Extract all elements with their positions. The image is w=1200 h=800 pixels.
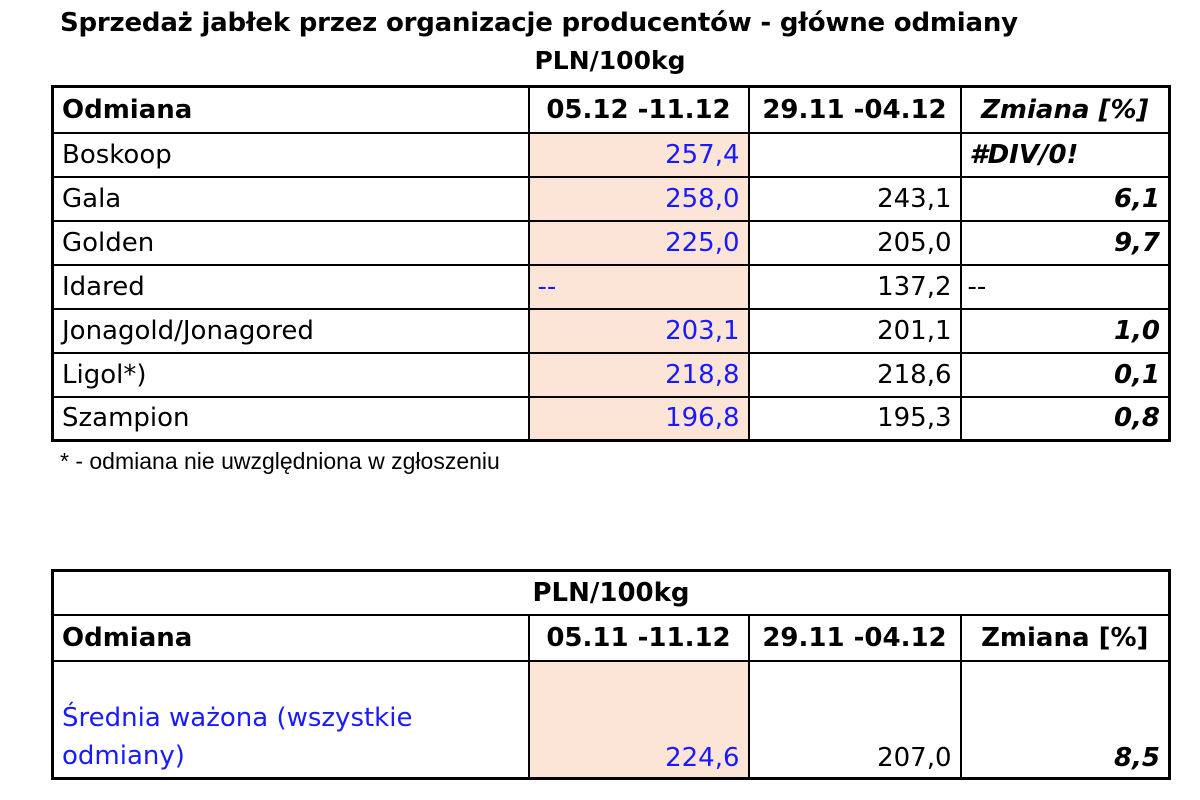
table-row [53,265,1170,309]
header-previous-week: 29.11 -04.12 [749,615,961,661]
variety-cell: Szampion [53,397,529,441]
current-price-cell: -- [529,265,749,309]
header-change: Zmiana [%] [961,615,1170,661]
variety-cell: Ligol*) [53,353,529,397]
current-price-cell: 218,8 [529,353,749,397]
change-cell: 6,1 [961,177,1170,221]
previous-price-cell: 207,0 [749,661,961,779]
current-price-cell: 224,6 [529,661,749,779]
change-cell: 1,0 [961,309,1170,353]
previous-price-cell: 137,2 [749,265,961,309]
variety-cell: Gala [53,177,529,221]
previous-price-cell: 195,3 [749,397,961,441]
table-row [53,309,1170,353]
table-row [53,221,1170,265]
previous-price-cell [749,133,961,177]
header-change: Zmiana [%] [961,87,1170,133]
change-cell: 8,5 [961,661,1170,779]
header-variety: Odmiana [53,87,529,133]
footnote: * - odmiana nie uwzględniona w zgłoszeniu [60,448,500,474]
variety-cell: Boskoop [53,133,529,177]
variety-cell: Idared [53,265,529,309]
header-previous-week: 29.11 -04.12 [749,87,961,133]
page-title: Sprzedaż jabłek przez organizacje producentów - główne odmiany [60,8,1018,38]
current-price-cell: 203,1 [529,309,749,353]
unit-row [53,571,1170,615]
variety-cell: Jonagold/Jonagored [53,309,529,353]
table-row [53,177,1170,221]
table-row [53,397,1170,441]
table-row [53,353,1170,397]
current-price-cell: 225,0 [529,221,749,265]
header-variety: Odmiana [53,615,529,661]
weighted-average-label: Średnia ważona (wszystkie odmiany) [53,661,529,779]
previous-price-cell: 201,1 [749,309,961,353]
current-price-cell: 196,8 [529,397,749,441]
previous-price-cell: 218,6 [749,353,961,397]
header-current-period: 05.11 -11.12 [529,615,749,661]
table-row [53,661,1170,779]
change-cell: -- [961,265,1170,309]
table-row [53,133,1170,177]
change-cell: #DIV/0! [961,133,1170,177]
variety-cell: Golden [53,221,529,265]
previous-price-cell: 243,1 [749,177,961,221]
change-cell: 0,8 [961,397,1170,441]
change-cell: 9,7 [961,221,1170,265]
change-cell: 0,1 [961,353,1170,397]
current-price-cell: 257,4 [529,133,749,177]
prices-table [51,85,1171,442]
unit-label: PLN/100kg [534,46,686,75]
table-header-row [53,615,1170,661]
previous-price-cell: 205,0 [749,221,961,265]
header-current-week: 05.12 -11.12 [529,87,749,133]
current-price-cell: 258,0 [529,177,749,221]
unit-label: PLN/100kg [53,571,1170,615]
table-header-row [53,87,1170,133]
weighted-average-table [51,569,1171,780]
